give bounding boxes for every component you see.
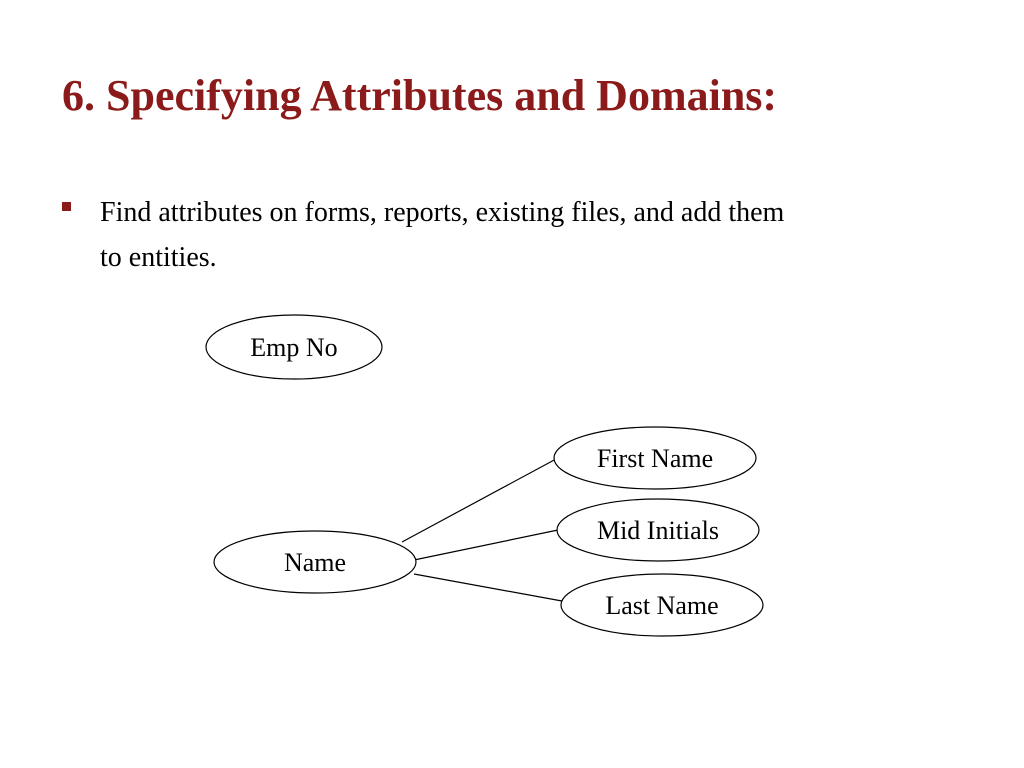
slide-title: 6. Specifying Attributes and Domains: bbox=[62, 71, 778, 120]
attribute-first-name bbox=[554, 427, 756, 489]
attribute-label: Emp No bbox=[250, 333, 338, 362]
attribute-label: Last Name bbox=[605, 591, 719, 620]
connector-name-last-name bbox=[414, 574, 562, 601]
bullet-text-line-2: to entities. bbox=[100, 242, 217, 273]
attribute-label: Mid Initials bbox=[596, 516, 720, 545]
attribute-last-name bbox=[561, 574, 763, 636]
connector-name-mid-initials bbox=[414, 530, 558, 560]
connector-name-first-name bbox=[402, 459, 556, 542]
attribute-label: First Name bbox=[596, 444, 714, 473]
attribute-emp-no bbox=[206, 315, 382, 379]
attribute-label: Name bbox=[283, 548, 347, 577]
attribute-mid-initials bbox=[557, 499, 759, 561]
bullet-text-line-1: Find attributes on forms, reports, existing files, and add them bbox=[100, 197, 785, 228]
attribute-name bbox=[214, 531, 416, 593]
